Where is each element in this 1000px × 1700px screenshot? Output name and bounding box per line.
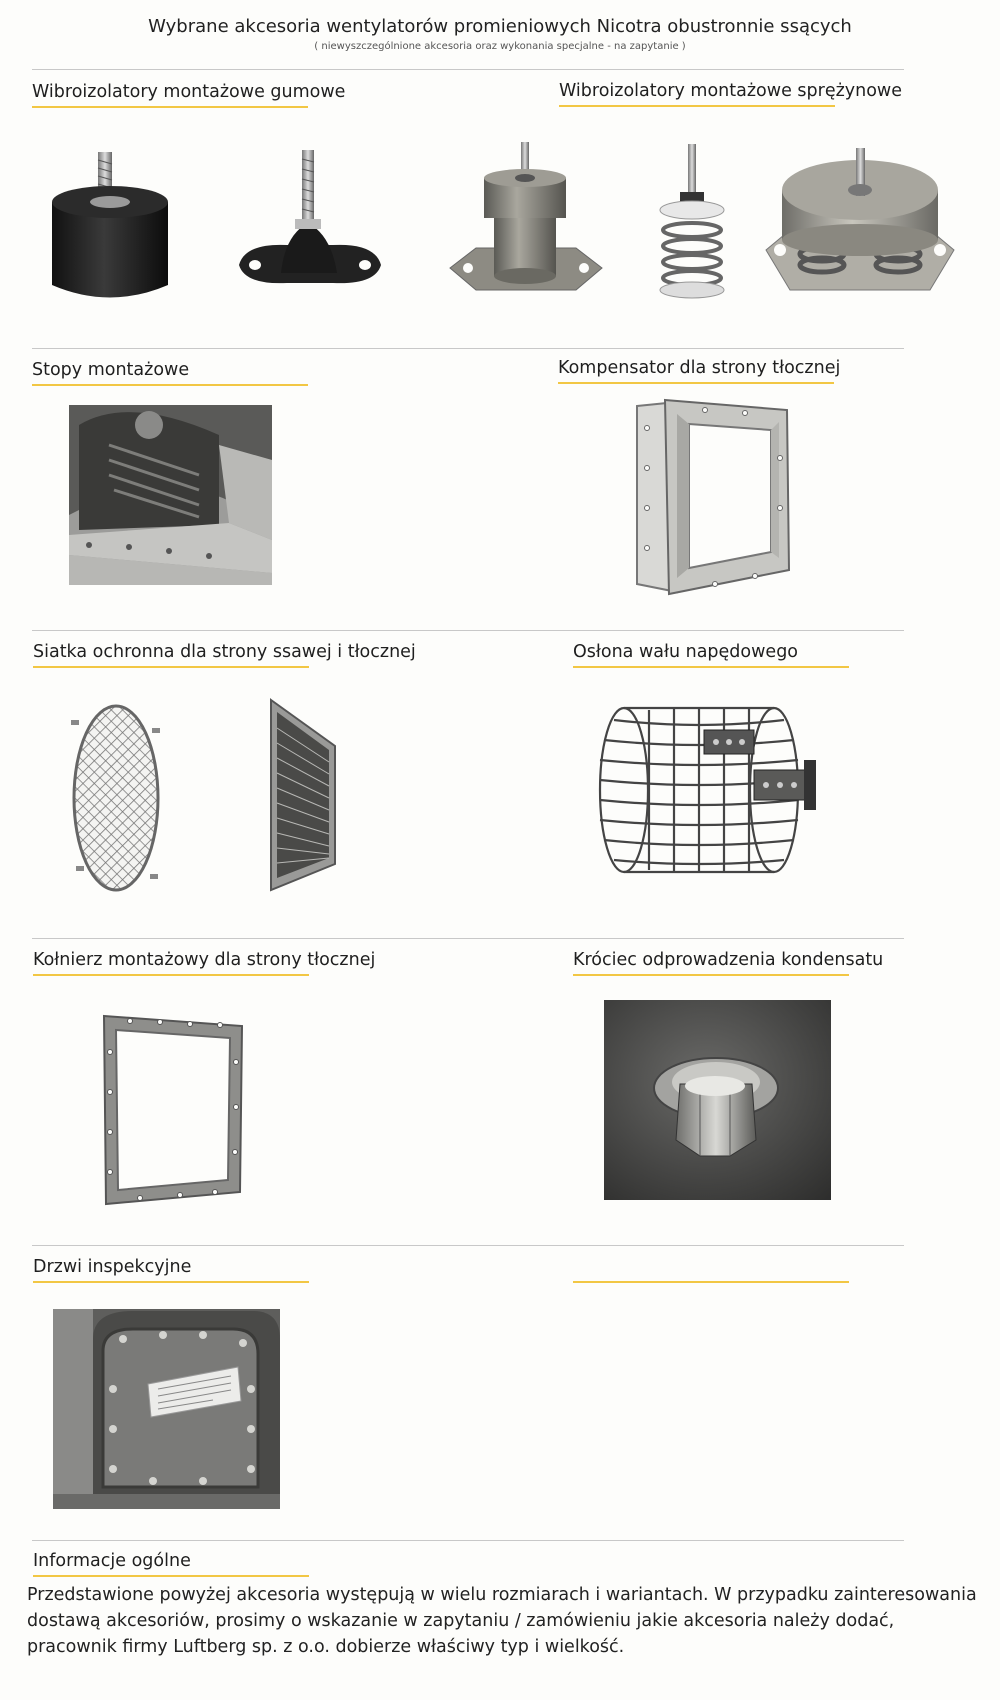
section-title-shaft-guard: Osłona wału napędowego <box>573 642 799 662</box>
spring-housing-mount-image <box>446 140 606 300</box>
section-underline <box>33 974 309 976</box>
round-mesh-guard-image <box>66 698 166 898</box>
condensate-drain-photo <box>604 1000 831 1200</box>
page-subtitle: ( niewyszczególnione akcesoria oraz wykonania specjalne - na zapytanie ) <box>314 41 686 52</box>
rubber-flange-mount-image <box>235 145 385 295</box>
section-divider <box>32 348 904 349</box>
section-underline-empty <box>573 1281 849 1283</box>
rubber-cylinder-mount-image <box>40 140 180 310</box>
general-info-text: Przedstawione powyżej akcesoria występują w wielu rozmiarach i wariantach. W przypadku zainteresowania dostawą akcesoriów, prosimy o wskazanie w zapytaniu / zamówieniu jakie akcesoria należy dodać, pracownik firmy Luftberg sp. z o.o. dobierze właściwy typ i wielkość. <box>27 1585 977 1657</box>
section-underline <box>573 974 849 976</box>
section-title-rubber-mounts: Wibroizolatory montażowe gumowe <box>32 82 346 102</box>
section-title-spring-mounts: Wibroizolatory montażowe sprężynowe <box>559 81 903 101</box>
section-underline <box>33 666 309 668</box>
shaft-guard-cage-image <box>594 700 834 880</box>
section-underline <box>33 1281 309 1283</box>
section-title-outlet-compensator: Kompensator dla strony tłocznej <box>558 358 841 378</box>
section-title-inspection-door: Drzwi inspekcyjne <box>33 1257 192 1277</box>
square-mesh-guard-image <box>265 698 340 893</box>
section-divider <box>32 630 904 631</box>
section-underline <box>32 106 308 108</box>
section-underline <box>33 1575 309 1577</box>
section-underline <box>32 384 308 386</box>
section-title-general-info: Informacje ogólne <box>33 1551 191 1571</box>
page-title: Wybrane akcesoria wentylatorów promieniowych Nicotra obustronnie ssących <box>148 16 852 37</box>
section-divider <box>32 1245 904 1246</box>
open-spring-mount-image <box>652 140 732 300</box>
mounting-feet-photo <box>69 405 272 585</box>
section-divider <box>32 1540 904 1541</box>
section-underline <box>559 105 835 107</box>
section-divider <box>32 69 904 70</box>
inspection-door-photo <box>53 1309 280 1509</box>
section-title-safety-mesh: Siatka ochronna dla strony ssawej i tłocznej <box>33 642 416 662</box>
mounting-flange-image <box>100 1012 250 1207</box>
section-divider <box>32 938 904 939</box>
section-underline <box>573 666 849 668</box>
section-title-mounting-feet: Stopy montażowe <box>32 360 190 380</box>
large-spring-mount-image <box>760 140 960 310</box>
section-title-condensate-drain: Króciec odprowadzenia kondensatu <box>573 950 884 970</box>
outlet-compensator-image <box>625 398 795 598</box>
section-underline <box>558 382 834 384</box>
section-title-outlet-flange: Kołnierz montażowy dla strony tłocznej <box>33 950 376 970</box>
